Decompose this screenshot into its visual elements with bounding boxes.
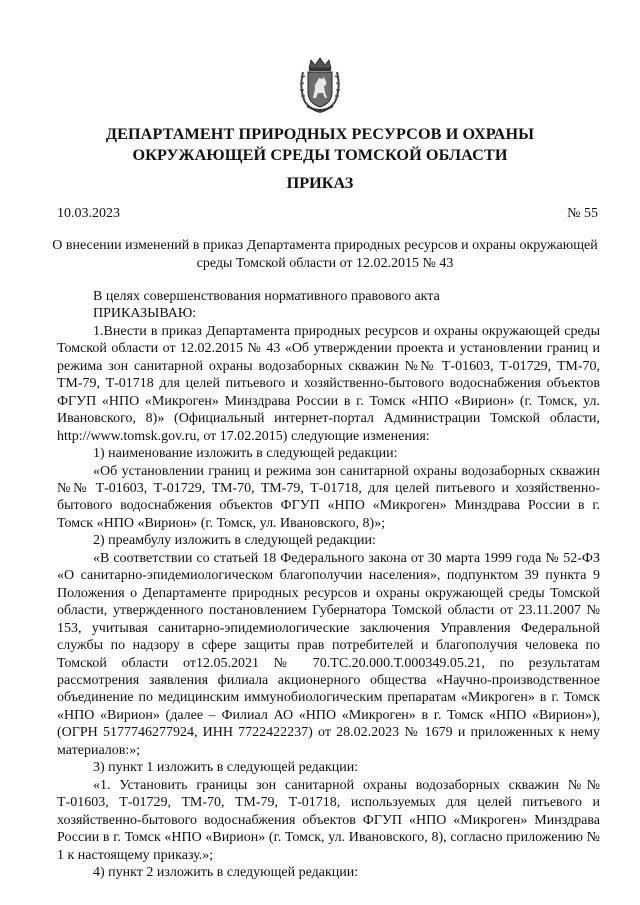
paragraph-item-1: 1.Внести в приказ Департамента природных ресурсов и охраны окружающей среды Томской области от 12.02.2015 № 43 «Об утверждении проекта и установлении границ и режима зон санитарной охраны водозаборных скважин №№ Т-01603, Т-01729, ТМ-70, ТМ-79, Т-01718 для целей питьевого и хозяйственно-бытового водоснабжения объектов ФГУП «НПО «Микроген» Минздрава России в г. Томск «НПО «Вирион» (г. Томск, ул. Ивановского, 8)» (Официальный интернет-портал Администрации Томской области, http://www.tomsk.gov.ru, от 17.02.2015) следующие изменения:: [57, 323, 600, 444]
order-subject: О внесении изменений в приказ Департамента природных ресурсов и охраны окружающей среды Томской области от 12.02.2015 № 43: [52, 238, 598, 271]
department-name-line1: ДЕПАРТАМЕНТ ПРИРОДНЫХ РЕСУРСОВ И ОХРАНЫ: [105, 125, 535, 143]
paragraph-subitem-4: 4) пункт 2 изложить в следующей редакции:: [93, 864, 359, 880]
order-word: ПРИКАЗЫВАЮ:: [93, 306, 197, 322]
paragraph-subitem-3: 3) пункт 1 изложить в следующей редакции:: [93, 760, 359, 776]
order-date: 10.03.2023: [57, 206, 120, 221]
department-name-line2: ОКРУЖАЮЩЕЙ СРЕДЫ ТОМСКОЙ ОБЛАСТИ: [132, 146, 508, 164]
paragraph-subitem-2: 2) преамбулу изложить в следующей редакции:: [93, 533, 376, 549]
order-body: [57, 288, 600, 881]
order-number: № 55: [567, 206, 598, 221]
quoted-item-1: «1. Установить границы зон санитарной охраны водозаборных скважин №№ Т-01603, Т-01729, ТМ-70, ТМ-79, Т-01718, используемых для целей питьевого и хозяйственно-бытового водоснабжения объектов ФГУП «НПО «Микроген» Минздрава России в г. Томск «НПО «Вирион» (г. Томск, ул. Ивановского, 8), согласно приложению № 1 к настоящему приказу.»;: [57, 777, 600, 863]
document-type-title: ПРИКАЗ: [286, 174, 354, 192]
paragraph-subitem-1: 1) наименование изложить в следующей редакции:: [93, 446, 398, 462]
quoted-preamble: «В соответствии со статьей 18 Федерального закона от 30 марта 1999 года № 52-ФЗ «О санитарно-эпидемиологическом благополучии населения», подпунктом 39 пункта 9 Положения о Департаменте природных ресурсов и охраны окружающей среды Томской области, утвержденного постановлением Губернатора Томской области от 23.11.2007 № 153, учитывая санитарно-эпидемиологические заключения Управления Федеральной службы по надзору в сфере защиты прав потребителей и благополучия человека по Томской области от12.05.2021 № 70.ТС.20.000.Т.000349.05.21, по результатам рассмотрения заявления филиала акционерного общества «Научно-производственное объединение по медицинским иммунобиологическим препаратам «Микроген» в г. Томск «НПО «Вирион» (далее – Филиал АО «НПО «Микроген» в г. Томск «НПО «Вирион»), (ОГРН 5177746277924, ИНН 7722422237) от 28.02.2023 № 1679 и приложенных к нему материалов:»;: [57, 550, 600, 758]
quoted-title: «Об установлении границ и режима зон санитарной охраны водозаборных скважин №№ Т-01603, Т-01729, ТМ-70, ТМ-79, Т-01718, для целей питьевого и хозяйственно-бытового водоснабжения объектов ФГУП «НПО «Микроген» Минздрава России в г. Томск «НПО «Вирион» (г. Томск, ул. Ивановского, 8)»;: [57, 463, 600, 531]
tomsk-oblast-coat-of-arms-icon: [297, 56, 343, 114]
intro-paragraph: В целях совершенствования нормативного правового акта: [93, 289, 440, 304]
